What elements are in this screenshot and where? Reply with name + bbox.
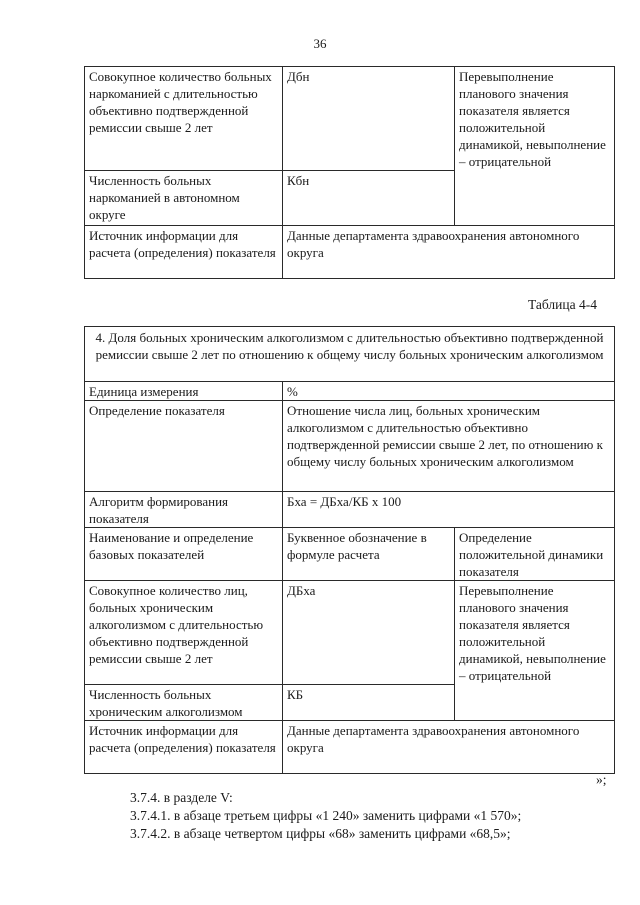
algorithm-label: Алгоритм формирования показателя [85, 492, 283, 528]
column-header-dynamics: Определение положительной динамики показателя [455, 528, 615, 581]
formula-symbol: ДБха [283, 581, 455, 685]
column-header-name: Наименование и определение базовых показателей [85, 528, 283, 581]
definition-label: Определение показателя [85, 401, 283, 492]
closing-quote: »; [596, 772, 607, 787]
dynamics-definition: Перевыполнение планового значения показателя является положительной динамикой, невыполнение – отрицательной [455, 581, 615, 721]
algorithm-formula: Бха = ДБха/КБ х 100 [283, 492, 615, 528]
column-header-symbol: Буквенное обозначение в формуле расчета [283, 528, 455, 581]
formula-symbol: Кбн [283, 171, 455, 226]
formula-symbol: КБ [283, 685, 455, 721]
source-label: Источник информации для расчета (определения) показателя [85, 226, 283, 279]
unit-value: % [283, 382, 615, 401]
base-indicator-name: Совокупное количество больных наркоманией с длительностью объективно подтвержденной ремиссии свыше 2 лет [85, 67, 283, 171]
base-indicator-name: Численность больных наркоманией в автономном округе [85, 171, 283, 226]
definition-value: Отношение числа лиц, больных хроническим алкоголизмом с длительностью объективно подтвержденной ремиссии свыше 2 лет, по отношению к общему числу больных хроническим алкоголизмом [283, 401, 615, 492]
paragraph-amendment-1: 3.7.4.1. в абзаце третьем цифры «1 240» заменить цифрами «1 570»; [130, 808, 522, 823]
dynamics-definition: Перевыполнение планового значения показателя является положительной динамикой, невыполнение – отрицательной [455, 67, 615, 226]
base-indicator-name: Численность больных хроническим алкоголизмом [85, 685, 283, 721]
base-indicator-name: Совокупное количество лиц, больных хроническим алкоголизмом с длительностью объективно подтвержденной ремиссии свыше 2 лет [85, 581, 283, 685]
unit-label: Единица измерения [85, 382, 283, 401]
table-caption: Таблица 4-4 [528, 297, 597, 312]
table-header: 4. Доля больных хроническим алкоголизмом с длительностью объективно подтвержденной ремиссии свыше 2 лет по отношению к общему числу больных хроническим алкоголизмом [85, 327, 615, 382]
source-value: Данные департамента здравоохранения автономного округа [283, 721, 615, 774]
indicator-table-4-4 [84, 326, 615, 774]
formula-symbol: Дбн [283, 67, 455, 171]
page-number: 36 [313, 36, 327, 51]
source-value: Данные департамента здравоохранения автономного округа [283, 226, 615, 279]
indicator-table-continued [84, 66, 615, 279]
source-label: Источник информации для расчета (определения) показателя [85, 721, 283, 774]
paragraph-amendment-2: 3.7.4.2. в абзаце четвертом цифры «68» заменить цифрами «68,5»; [130, 826, 511, 841]
paragraph-section-v: 3.7.4. в разделе V: [130, 790, 233, 805]
